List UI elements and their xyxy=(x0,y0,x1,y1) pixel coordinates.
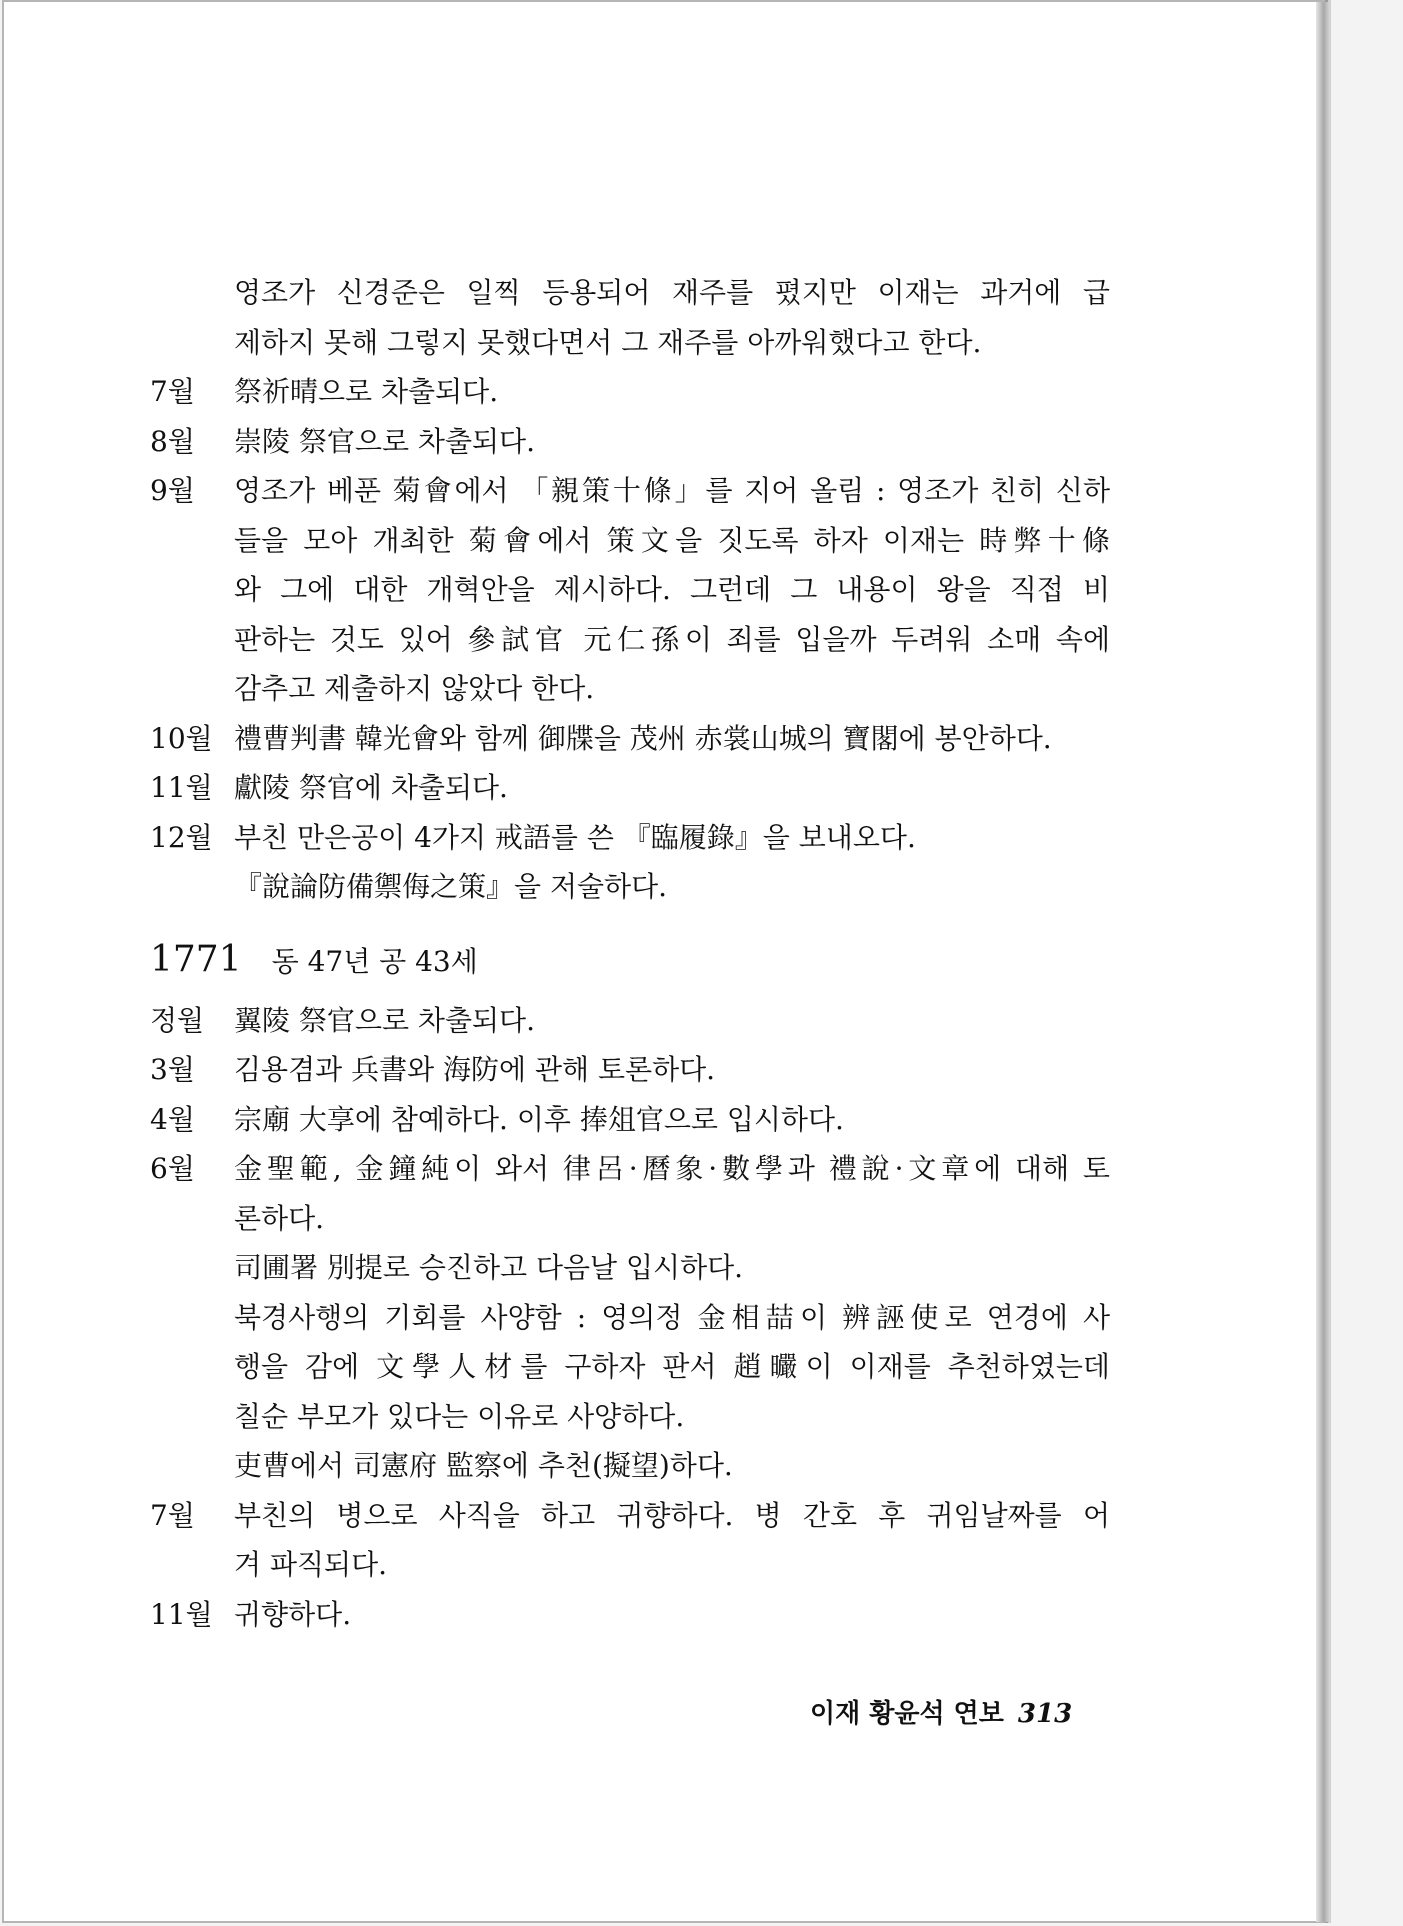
entry-1770-continued xyxy=(150,268,1110,367)
entry-line: 들을 모아 개최한 菊會에서 策文을 짓도록 하자 이재는 時弊十條 xyxy=(234,523,1110,557)
entry-line: 禮曹判書 韓光會와 함께 御牒을 茂州 赤裳山城의 寶閣에 봉안하다. xyxy=(234,721,1052,755)
entry-line: 판하는 것도 있어 參試官 元仁孫이 죄를 입을까 두려워 소매 속에 xyxy=(234,622,1110,656)
year-number: 1771 xyxy=(150,938,242,980)
entry-line: 翼陵 祭官으로 차출되다. xyxy=(234,1003,535,1037)
entry-body xyxy=(234,367,1110,417)
entry-body xyxy=(234,1144,1110,1491)
entry-line: 칠순 부모가 있다는 이유로 사양하다. xyxy=(234,1399,685,1433)
entry-line: 론하다. xyxy=(234,1201,325,1235)
entry-line: 북경사행의 기회를 사양함 : 영의정 金相喆이 辨誣使로 연경에 사 xyxy=(234,1300,1110,1334)
entry-1771-04 xyxy=(150,1095,1110,1145)
entry-body xyxy=(234,813,1110,912)
entry-1771-03 xyxy=(150,1045,1110,1095)
entry-body xyxy=(234,996,1110,1046)
entry-line: 영조가 베푼 菊會에서 「親策十條」를 지어 올림 : 영조가 친히 신하 xyxy=(234,474,1110,507)
entry-line: 吏曹에서 司憲府 監察에 추천(擬望)하다. xyxy=(234,1449,733,1482)
entry-line: 부친의 병으로 사직을 하고 귀향하다. 병 간호 후 귀임날짜를 어 xyxy=(234,1498,1110,1532)
entry-body xyxy=(234,763,1110,813)
entry-1770-08 xyxy=(150,417,1110,467)
entry-body xyxy=(234,268,1110,367)
entry-line: 崇陵 祭官으로 차출되다. xyxy=(234,424,535,458)
entry-1770-12 xyxy=(150,813,1110,912)
year-heading-1771 xyxy=(150,934,1110,988)
page-edge xyxy=(1316,2,1330,1922)
entry-body xyxy=(234,466,1110,714)
entry-month: 3월 xyxy=(150,1053,195,1086)
entry-1771-11 xyxy=(150,1590,1110,1640)
entry-body xyxy=(234,1491,1110,1590)
entry-line: 金聖範, 金鐘純이 와서 律呂·曆象·數學과 禮說·文章에 대해 토 xyxy=(234,1152,1110,1185)
entry-month: 11월 xyxy=(150,1597,213,1631)
entry-1771-06 xyxy=(150,1144,1110,1491)
entry-line: 『說論防備禦侮之策』을 저술하다. xyxy=(234,870,668,903)
year-info: 동 47년 공 43세 xyxy=(271,944,478,978)
entry-1770-11 xyxy=(150,763,1110,813)
entry-1770-09 xyxy=(150,466,1110,714)
entry-line: 司圃署 別提로 승진하고 다음날 입시하다. xyxy=(234,1251,744,1284)
entry-month: 11월 xyxy=(150,771,213,804)
entry-month: 4월 xyxy=(150,1102,195,1136)
entry-1770-07 xyxy=(150,367,1110,417)
entry-line: 宗廟 大享에 참예하다. 이후 捧俎官으로 입시하다. xyxy=(234,1102,844,1136)
entry-line: 제하지 못해 그렇지 못했다면서 그 재주를 아까워했다고 한다. xyxy=(234,325,982,359)
running-title: 이재 황윤석 연보 xyxy=(810,1699,1004,1729)
entry-line: 祭祈晴으로 차출되다. xyxy=(234,375,499,408)
entry-line: 행을 감에 文學人材를 구하자 판서 趙曮이 이재를 추천하였는데 xyxy=(234,1350,1110,1383)
entry-month: 8월 xyxy=(150,424,195,458)
entry-line: 귀향하다. xyxy=(234,1597,352,1631)
entry-1771-01 xyxy=(150,996,1110,1046)
entry-line: 부친 만은공이 4가지 戒語를 쓴 『臨履錄』을 보내오다. xyxy=(234,820,916,854)
entry-month: 6월 xyxy=(150,1152,195,1185)
entry-line: 감추고 제출하지 않았다 한다. xyxy=(234,672,595,705)
entry-line: 와 그에 대한 개혁안을 제시하다. 그런데 그 내용이 왕을 직접 비 xyxy=(234,573,1110,606)
entry-month: 9월 xyxy=(150,474,195,507)
page-footer xyxy=(810,1693,1080,1730)
entry-body xyxy=(234,417,1110,467)
entry-line: 獻陵 祭官에 차출되다. xyxy=(234,771,508,804)
entry-body xyxy=(234,1095,1110,1145)
page-number: 313 xyxy=(1017,1699,1073,1729)
entry-1771-07 xyxy=(150,1491,1110,1590)
entry-month: 10월 xyxy=(150,721,213,755)
entry-month xyxy=(150,268,234,367)
entry-month: 7월 xyxy=(150,375,195,408)
entry-month: 정월 xyxy=(150,1003,205,1037)
entry-month: 7월 xyxy=(150,1498,195,1532)
entry-body xyxy=(234,714,1110,764)
entry-month: 12월 xyxy=(150,820,213,854)
entry-body xyxy=(234,1590,1110,1640)
entry-line: 겨 파직되다. xyxy=(234,1548,388,1581)
entry-line: 김용겸과 兵書와 海防에 관해 토론하다. xyxy=(234,1053,716,1086)
entry-line: 영조가 신경준은 일찍 등용되어 재주를 폈지만 이재는 과거에 급 xyxy=(234,276,1110,309)
entry-1770-10 xyxy=(150,714,1110,764)
entry-body xyxy=(234,1045,1110,1095)
chronology-content xyxy=(150,268,1110,1639)
